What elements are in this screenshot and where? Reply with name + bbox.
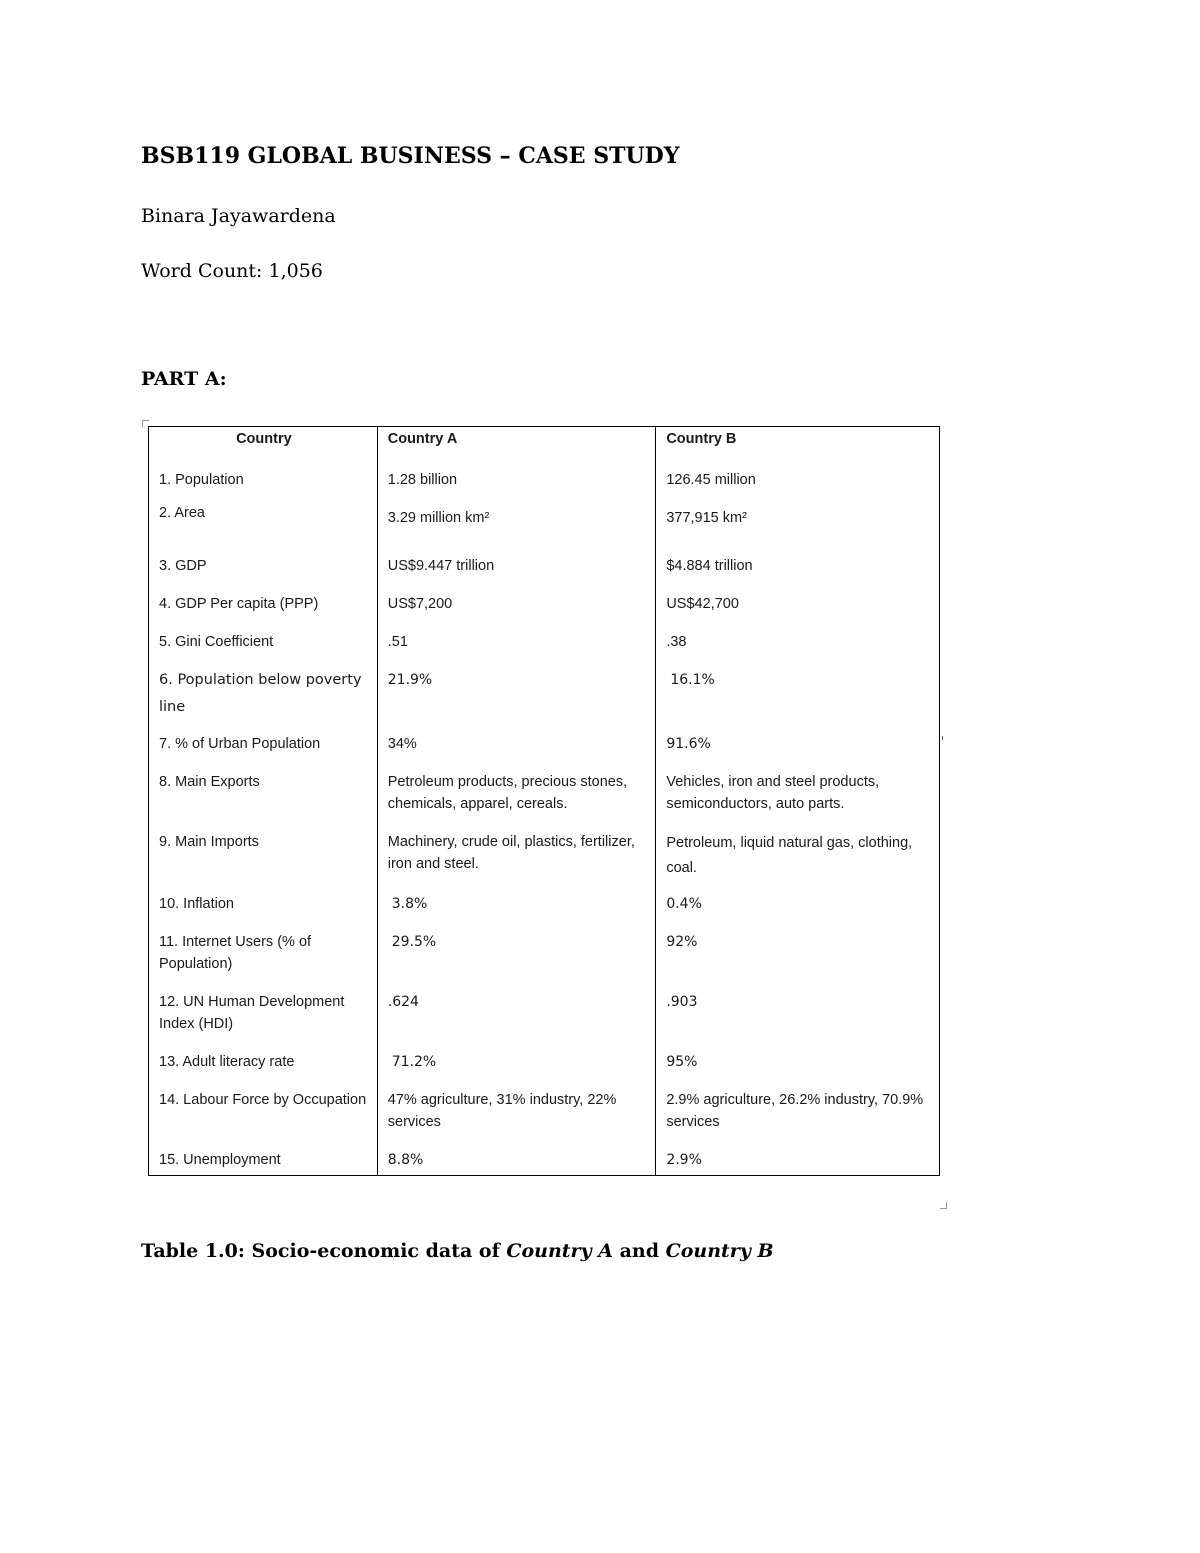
row-label: 7. % of Urban Population [149, 721, 378, 759]
table-row [149, 619, 940, 657]
row-label: 8. Main Exports [149, 759, 378, 819]
country-a-value: .51 [377, 619, 656, 657]
caption-country-b: Country B [665, 1240, 774, 1262]
country-a-value: US$7,200 [377, 581, 656, 619]
country-a-value: 3.8% [377, 881, 656, 919]
table-corner-marker-bottom-right [940, 1202, 947, 1209]
country-b-value: .38 [656, 619, 940, 657]
table-row [149, 543, 940, 581]
header-country: Country [149, 427, 378, 458]
part-heading: PART A: [141, 368, 227, 390]
table-row [149, 457, 940, 495]
header-country-a: Country A [377, 427, 656, 458]
country-b-value: 16.1% [656, 657, 940, 721]
country-b-value: 91.6% [656, 721, 940, 759]
row-label: 5. Gini Coefficient [149, 619, 378, 657]
country-b-value: US$42,700 [656, 581, 940, 619]
country-b-value: 2.9% agriculture, 26.2% industry, 70.9% services [656, 1077, 940, 1137]
country-b-value: 126.45 million [656, 457, 940, 495]
country-a-value: 1.28 billion [377, 457, 656, 495]
row-label: 15. Unemployment [149, 1137, 378, 1175]
country-a-value: US$9.447 trillion [377, 543, 656, 581]
row-label: 11. Internet Users (% of Population) [149, 919, 378, 979]
socio-economic-table [148, 426, 940, 1176]
row-label: 6. Population below poverty line [149, 657, 378, 721]
row-label: 10. Inflation [149, 881, 378, 919]
country-a-value: 3.29 million km² [377, 495, 656, 543]
caption-conjunction: and [612, 1240, 666, 1262]
table-row [149, 721, 940, 759]
row-label: 4. GDP Per capita (PPP) [149, 581, 378, 619]
row-label: 9. Main Imports [149, 819, 378, 881]
document-title: BSB119 GLOBAL BUSINESS – CASE STUDY [141, 143, 680, 169]
table-row [149, 919, 940, 979]
country-a-value: 21.9% [377, 657, 656, 721]
row-label: 14. Labour Force by Occupation [149, 1077, 378, 1137]
country-a-value: Petroleum products, precious stones, chemicals, apparel, cereals. [377, 759, 656, 819]
table-row [149, 495, 940, 543]
table-row [149, 759, 940, 819]
table-header-row [149, 427, 940, 458]
country-b-value: 2.9% [656, 1137, 940, 1175]
country-b-value: $4.884 trillion [656, 543, 940, 581]
table-caption [141, 1240, 774, 1262]
table-row [149, 1077, 940, 1137]
row-label: 1. Population [149, 457, 378, 495]
author-name: Binara Jayawardena [141, 205, 336, 227]
country-b-value: 377,915 km² [656, 495, 940, 543]
margin-mark [942, 736, 943, 740]
table-row [149, 657, 940, 721]
row-label: 13. Adult literacy rate [149, 1039, 378, 1077]
table-row [149, 819, 940, 881]
country-b-value: .903 [656, 979, 940, 1039]
table-row [149, 1039, 940, 1077]
country-b-value: 0.4% [656, 881, 940, 919]
table-row [149, 581, 940, 619]
country-a-value: 34% [377, 721, 656, 759]
country-a-value: 47% agriculture, 31% industry, 22% services [377, 1077, 656, 1137]
word-count: Word Count: 1,056 [141, 260, 323, 282]
country-a-value: 71.2% [377, 1039, 656, 1077]
caption-label: Table 1.0: [141, 1240, 252, 1262]
table-row [149, 1137, 940, 1175]
row-label: 3. GDP [149, 543, 378, 581]
country-b-value: 95% [656, 1039, 940, 1077]
table-row [149, 881, 940, 919]
table-row [149, 979, 940, 1039]
header-country-b: Country B [656, 427, 940, 458]
country-a-value: 8.8% [377, 1137, 656, 1175]
country-b-value: Petroleum, liquid natural gas, clothing, coal. [656, 819, 940, 881]
caption-country-a: Country A [506, 1240, 613, 1262]
country-a-value: Machinery, crude oil, plastics, fertilizer, iron and steel. [377, 819, 656, 881]
caption-text: Socio-economic data of [251, 1240, 507, 1262]
country-b-value: 92% [656, 919, 940, 979]
country-b-value: Vehicles, iron and steel products, semiconductors, auto parts. [656, 759, 940, 819]
row-label: 12. UN Human Development Index (HDI) [149, 979, 378, 1039]
country-a-value: 29.5% [377, 919, 656, 979]
row-label: 2. Area [149, 495, 378, 543]
country-a-value: .624 [377, 979, 656, 1039]
